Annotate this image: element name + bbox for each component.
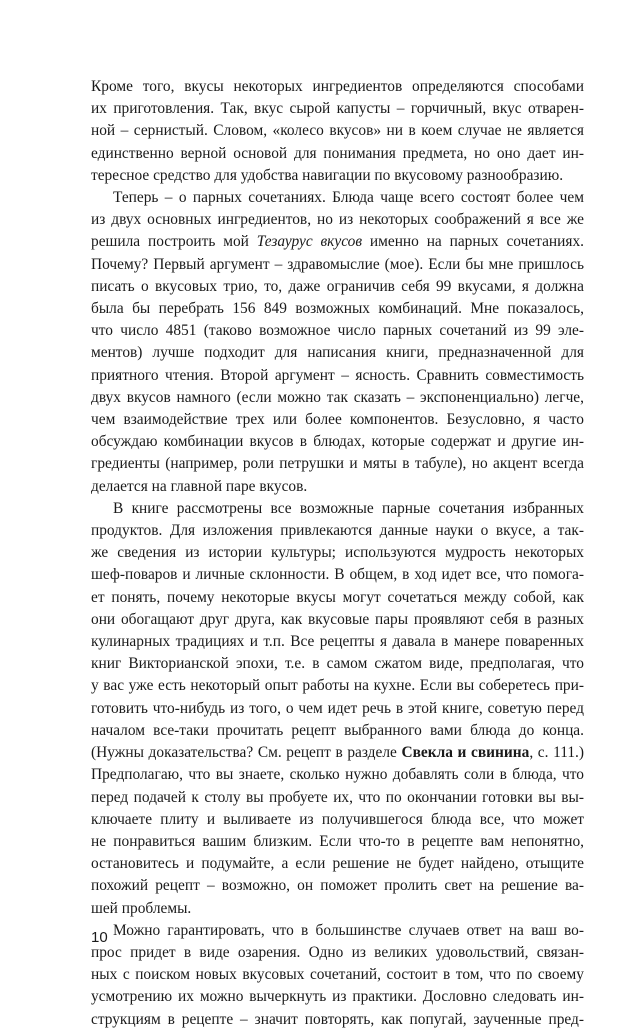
text-segment: единственно верной основой для понимания предмета, но оно дает ин-: [91, 144, 584, 162]
text-line: [91, 143, 584, 165]
text-segment: струкциям в рецепте – значит повторять, как попугай, заученные пред-: [91, 1010, 584, 1028]
recipe-reference-text: Свекла и свинина: [401, 744, 530, 762]
text-segment: Кроме того, вкусы некоторых ингредиентов определяются способами: [91, 78, 584, 95]
text-segment: они обогащают друг друга, как вкусовые пары проявляют себя в разных: [91, 610, 584, 628]
text-segment: (Нужны доказательства? См. рецепт в разделе: [91, 744, 402, 762]
text-line: [91, 609, 584, 631]
text-segment: ментов) лучше подходит для написания книги, предназначенной для: [91, 344, 584, 362]
text-segment: кулинарных традициях и т.п. Все рецепты я давала в манере поваренных: [91, 633, 584, 651]
text-line: [91, 431, 584, 453]
text-segment: тересное средство для удобства навигации по вкусовому разнообразию.: [91, 166, 564, 184]
text-line: [91, 809, 584, 831]
text-line: [91, 276, 584, 298]
text-segment: началом все-таки прочитать рецепт выбранного вами блюда до конца.: [91, 721, 584, 739]
text-line: [91, 387, 584, 409]
text-line: [91, 209, 584, 231]
text-segment: их приготовления. Так, вкус сырой капусты – горчичный, вкус отварен-: [91, 100, 584, 118]
text-line: [91, 476, 584, 498]
text-segment: же сведения из истории культуры; используются мудрость некоторых: [91, 544, 584, 562]
text-segment: писать о вкусовых трио, то, даже ограничив себя 99 вкусами, я должна: [91, 277, 584, 295]
text-line: [91, 298, 584, 320]
text-line: [91, 742, 584, 764]
text-line: [91, 231, 584, 253]
text-line: [91, 675, 584, 697]
text-segment: усмотрению их можно вычеркнуть из практики. Дословно следовать ин-: [91, 988, 584, 1006]
paragraph: [91, 498, 584, 920]
text-line: [91, 587, 584, 609]
text-segment: прос придет в виде озарения. Одно из великих удовольствий, связан-: [91, 943, 584, 961]
text-segment: продуктов. Для изложения привлекаются данные науки о вкусе, а так-: [91, 522, 584, 540]
text-line: [91, 920, 584, 942]
text-line: [91, 942, 584, 964]
text-line: [91, 653, 584, 675]
text-segment: Почему? Первый аргумент – здравомыслие (мое). Если бы мне пришлось: [91, 255, 584, 273]
text-segment: гредиенты (например, роли петрушки и мяты в табуле), но акцент всегда: [91, 455, 584, 473]
text-segment: Теперь – о парных сочетаниях. Блюда чаще всего состоят более чем: [113, 189, 584, 207]
italic-title-text: Тезаурус вкусов: [256, 233, 363, 251]
text-segment: обсуждаю комбинации вкусов в блюдах, которые содержат и другие ин-: [91, 433, 584, 451]
text-line: [91, 254, 584, 276]
text-line: [91, 720, 584, 742]
text-segment: ключаете плиту и выливаете из получившегося блюда все, что может: [91, 810, 584, 828]
body-text: [91, 76, 584, 1031]
text-segment: приятного чтения. Второй аргумент – ясность. Сравнить совместимость: [91, 366, 584, 384]
text-line: [91, 187, 584, 209]
text-line: [91, 698, 584, 720]
text-segment: что число 4851 (таково возможное число парных сочетаний из 99 эле-: [91, 322, 584, 340]
text-segment: Можно гарантировать, что в большинстве случаев ответ на ваш во-: [113, 921, 584, 939]
paragraph: [91, 920, 584, 1031]
text-line: [91, 409, 584, 431]
paragraph: [91, 76, 584, 187]
text-segment: ет понять, почему некоторые вкусы могут сочетаться между собой, как: [91, 588, 584, 606]
text-line: [91, 898, 584, 920]
text-segment: ной – сернистый. Словом, «колесо вкусов» ни в коем случае не является: [91, 122, 584, 140]
text-line: [91, 787, 584, 809]
text-line: [91, 453, 584, 475]
page-number: 10: [91, 929, 108, 946]
text-segment: двух вкусов намного (если можно так сказать – экспоненциально) легче,: [91, 388, 584, 406]
text-line: [91, 520, 584, 542]
text-line: [91, 98, 584, 120]
text-line: [91, 564, 584, 586]
text-segment: не понравиться вашим близким. Если что-то в рецепте вам непонятно,: [91, 832, 584, 850]
text-segment: чем взаимодействие трех или более компонентов. Безусловно, я часто: [91, 411, 584, 429]
paragraph: [91, 187, 584, 498]
text-line: [91, 320, 584, 342]
text-segment: , с. 111.): [529, 744, 585, 762]
text-segment: была бы перебрать 156 849 возможных комбинаций. Мне показалось,: [91, 300, 584, 318]
text-segment: остановитесь и подумайте, а если решение не будет найдено, отыщите: [91, 855, 584, 873]
text-line: [91, 875, 584, 897]
text-line: [91, 165, 584, 187]
text-line: [91, 76, 584, 98]
text-segment: похожий рецепт – возможно, он поможет пролить свет на решение ва-: [91, 877, 584, 895]
text-segment: ных с поиском новых вкусовых сочетаний, состоит в том, что по своему: [91, 966, 584, 984]
text-line: [91, 1009, 584, 1031]
text-segment: перед подачей к столу вы пробуете их, что по окончании готовки вы вы-: [91, 788, 584, 806]
text-segment: В книге рассмотрены все возможные парные сочетания избранных: [113, 499, 584, 517]
text-segment: книг Викторианской эпохи, т.е. в самом сжатом виде, предполагая, что: [91, 655, 584, 673]
text-line: [91, 831, 584, 853]
text-line: [91, 365, 584, 387]
text-segment: делается на главной паре вкусов.: [91, 477, 308, 495]
text-line: [91, 342, 584, 364]
text-segment: шеф-поваров и личные склонности. В общем, в ход идет все, что помога-: [91, 566, 584, 584]
text-line: [91, 542, 584, 564]
text-segment: из двух основных ингредиентов, но из некоторых соображений я все же: [91, 211, 584, 229]
text-segment: решила построить мой: [91, 233, 257, 251]
text-line: [91, 986, 584, 1008]
text-line: [91, 498, 584, 520]
text-segment: именно на парных сочетаниях.: [362, 233, 585, 251]
text-line: [91, 964, 584, 986]
text-line: [91, 631, 584, 653]
text-line: [91, 853, 584, 875]
text-segment: Предполагаю, что вы знаете, сколько нужно добавлять соли в блюда, что: [91, 766, 584, 784]
text-segment: шей проблемы.: [91, 899, 192, 917]
text-line: [91, 764, 584, 786]
text-segment: готовить что-нибудь из того, о чем идет речь в этой книге, советую перед: [91, 699, 584, 717]
text-segment: у вас уже есть некоторый опыт работы на кухне. Если вы соберетесь при-: [91, 677, 584, 695]
text-line: [91, 120, 584, 142]
